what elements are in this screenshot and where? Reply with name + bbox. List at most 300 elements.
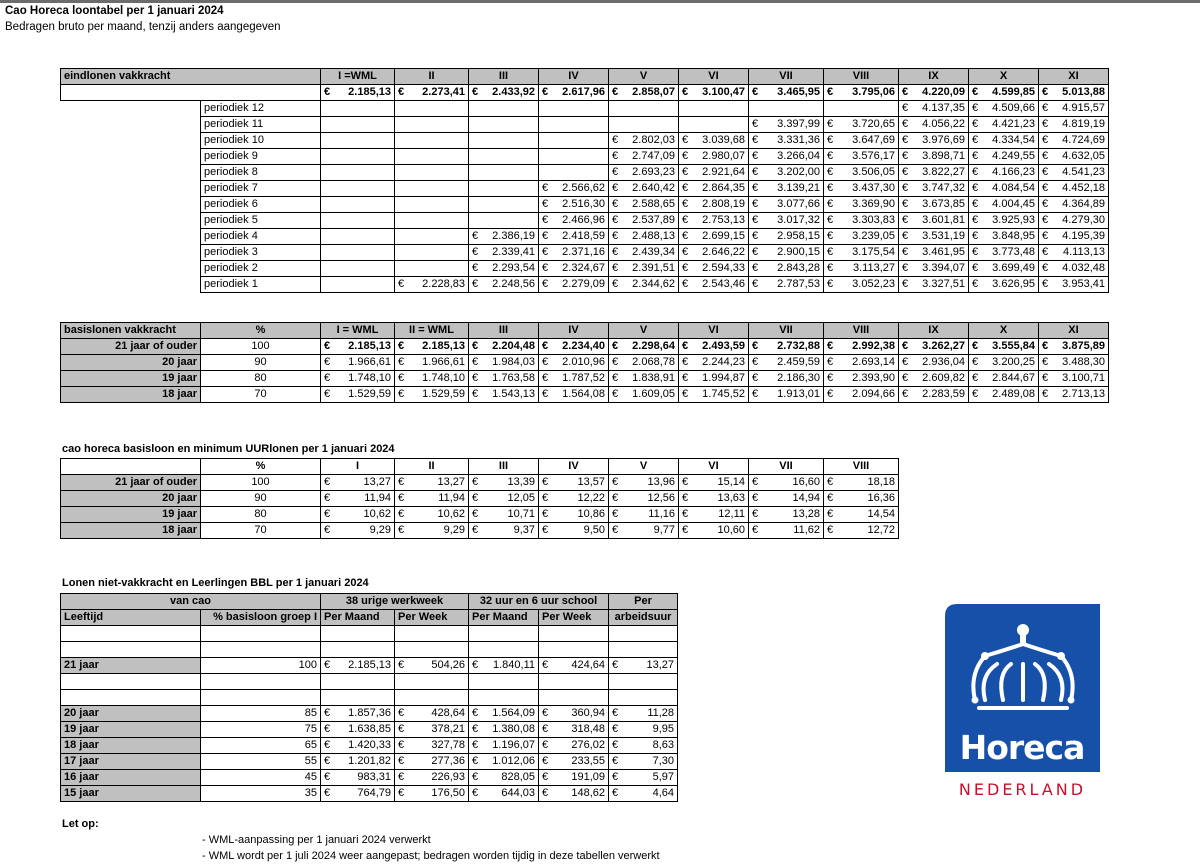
basisloon-cell bbox=[899, 355, 969, 371]
periodiek-cell bbox=[969, 213, 1039, 229]
euro-sign: € bbox=[902, 372, 909, 384]
amount: 3.953,41 bbox=[1062, 278, 1105, 290]
euro-sign: € bbox=[752, 246, 759, 258]
amount: 13,96 bbox=[647, 476, 675, 488]
euro-sign: € bbox=[612, 356, 619, 368]
blank-cell bbox=[395, 626, 469, 642]
amount: 4.195,39 bbox=[1062, 230, 1105, 242]
amount: 2.543,46 bbox=[702, 278, 745, 290]
periodiek-cell bbox=[969, 149, 1039, 165]
amount: 2.747,09 bbox=[632, 150, 675, 162]
bbl-cell bbox=[469, 722, 539, 738]
group-header: I = WML bbox=[321, 323, 395, 339]
periodiek-cell bbox=[469, 277, 539, 293]
periodiek-cell bbox=[539, 149, 609, 165]
euro-sign: € bbox=[682, 524, 689, 536]
periodiek-cell bbox=[469, 117, 539, 133]
periodiek-row bbox=[61, 213, 1109, 229]
euro-sign: € bbox=[972, 166, 979, 178]
uurloon-cell bbox=[469, 475, 539, 491]
eindloon-cell bbox=[969, 85, 1039, 101]
periodiek-cell bbox=[824, 245, 899, 261]
basisloon-cell bbox=[679, 355, 749, 371]
logo-subtitle: NEDERLAND bbox=[958, 780, 1087, 799]
amount: 276,02 bbox=[571, 739, 606, 751]
basisloon-cell bbox=[679, 387, 749, 403]
bbl-cell bbox=[469, 754, 539, 770]
periodiek-cell bbox=[824, 181, 899, 197]
age-label: 18 jaar bbox=[61, 523, 201, 539]
blank-cell bbox=[395, 642, 469, 658]
age-row bbox=[61, 770, 678, 786]
amount: 1.529,59 bbox=[422, 388, 465, 400]
amount: 3.394,07 bbox=[922, 262, 965, 274]
periodiek-label: periodiek 3 bbox=[201, 245, 321, 261]
euro-sign: € bbox=[752, 476, 759, 488]
group-header: IV bbox=[539, 323, 609, 339]
bbl-header-leeftijd: Leeftijd bbox=[61, 610, 201, 626]
amount: 9,95 bbox=[652, 723, 675, 735]
uurloon-cell bbox=[749, 491, 824, 507]
periodiek-row bbox=[61, 229, 1109, 245]
euro-sign: € bbox=[752, 356, 759, 368]
group-header: VIII bbox=[824, 69, 899, 85]
amount: 5.013,88 bbox=[1062, 86, 1105, 98]
euro-sign: € bbox=[1042, 278, 1049, 290]
blank-cell bbox=[539, 642, 609, 658]
euro-sign: € bbox=[324, 707, 331, 719]
spacer-cell bbox=[61, 229, 201, 245]
amount: 11,94 bbox=[438, 492, 465, 504]
spacer-cell bbox=[61, 261, 201, 277]
eindloon-cell bbox=[609, 85, 679, 101]
blank-cell bbox=[201, 674, 321, 690]
euro-sign: € bbox=[682, 388, 689, 400]
periodiek-cell bbox=[679, 149, 749, 165]
euro-sign: € bbox=[902, 102, 909, 114]
euro-sign: € bbox=[612, 246, 619, 258]
pct-cell: 70 bbox=[201, 523, 321, 539]
euro-sign: € bbox=[324, 771, 331, 783]
uurloon-cell bbox=[749, 523, 824, 539]
euro-sign: € bbox=[472, 262, 479, 274]
amount: 2.185,13 bbox=[348, 340, 391, 352]
amount: 3.747,32 bbox=[922, 182, 965, 194]
basisloon-cell bbox=[824, 371, 899, 387]
bbl-cell bbox=[321, 658, 395, 674]
bbl-cell bbox=[321, 786, 395, 802]
amount: 1.196,07 bbox=[492, 739, 536, 751]
periodiek-cell bbox=[749, 165, 824, 181]
amount: 18,18 bbox=[867, 476, 895, 488]
periodiek-cell bbox=[969, 165, 1039, 181]
amount: 233,55 bbox=[571, 755, 606, 767]
amount: 2.516,30 bbox=[562, 198, 605, 210]
amount: 4,64 bbox=[652, 787, 675, 799]
periodiek-cell bbox=[749, 181, 824, 197]
amount: 2.858,07 bbox=[632, 86, 675, 98]
euro-sign: € bbox=[612, 278, 619, 290]
amount: 4.056,22 bbox=[922, 118, 965, 130]
amount: 1.609,05 bbox=[632, 388, 675, 400]
periodiek-cell bbox=[749, 245, 824, 261]
euro-sign: € bbox=[752, 150, 759, 162]
amount: 3.822,27 bbox=[922, 166, 965, 178]
bbl-cell bbox=[469, 658, 539, 674]
amount: 16,60 bbox=[792, 476, 820, 488]
group-header: V bbox=[609, 323, 679, 339]
basisloon-cell bbox=[539, 355, 609, 371]
euro-sign: € bbox=[398, 372, 405, 384]
eindloon-cell bbox=[899, 85, 969, 101]
euro-sign: € bbox=[752, 508, 759, 520]
age-label: 17 jaar bbox=[61, 754, 201, 770]
age-label: 16 jaar bbox=[61, 770, 201, 786]
group-header: IV bbox=[539, 459, 609, 475]
pct-cell: 100 bbox=[201, 658, 321, 674]
bbl-cell bbox=[469, 738, 539, 754]
periodiek-cell bbox=[679, 181, 749, 197]
amount: 2.594,33 bbox=[702, 262, 745, 274]
amount: 1.966,61 bbox=[422, 356, 465, 368]
amount: 2.843,28 bbox=[777, 262, 820, 274]
amount: 2.980,07 bbox=[702, 150, 745, 162]
periodiek-cell bbox=[321, 229, 395, 245]
age-label: 21 jaar bbox=[61, 658, 201, 674]
periodiek-row bbox=[61, 101, 1109, 117]
basisloon-cell bbox=[395, 387, 469, 403]
amount: 3.976,69 bbox=[922, 134, 965, 146]
amount: 1.012,06 bbox=[492, 755, 536, 767]
euro-sign: € bbox=[542, 723, 549, 735]
periodiek-cell bbox=[321, 133, 395, 149]
age-row bbox=[61, 786, 678, 802]
amount: 3.077,66 bbox=[777, 198, 820, 210]
age-row bbox=[61, 523, 899, 539]
amount: 4.819,19 bbox=[1062, 118, 1105, 130]
amount: 4.032,48 bbox=[1062, 262, 1105, 274]
amount: 2.439,34 bbox=[632, 246, 675, 258]
euro-sign: € bbox=[972, 86, 979, 98]
euro-sign: € bbox=[972, 340, 979, 352]
amount: 3.039,68 bbox=[702, 134, 745, 146]
euro-sign: € bbox=[972, 388, 979, 400]
euro-sign: € bbox=[752, 86, 759, 98]
blank-cell bbox=[469, 690, 539, 706]
basisloon-cell bbox=[469, 339, 539, 355]
amount: 4.509,66 bbox=[992, 102, 1035, 114]
amount: 3.200,25 bbox=[992, 356, 1035, 368]
euro-sign: € bbox=[682, 182, 689, 194]
amount: 1.201,82 bbox=[348, 755, 391, 767]
euro-sign: € bbox=[472, 388, 479, 400]
periodiek-cell bbox=[899, 101, 969, 117]
euro-sign: € bbox=[1042, 388, 1049, 400]
euro-sign: € bbox=[902, 246, 909, 258]
amount: 2.808,19 bbox=[702, 198, 745, 210]
euro-sign: € bbox=[324, 755, 331, 767]
euro-sign: € bbox=[902, 340, 909, 352]
uurloon-cell bbox=[824, 523, 899, 539]
amount: 1.564,09 bbox=[492, 707, 536, 719]
group-header: VI bbox=[679, 323, 749, 339]
euro-sign: € bbox=[1042, 182, 1049, 194]
amount: 13,27 bbox=[437, 476, 465, 488]
periodiek-cell bbox=[539, 213, 609, 229]
periodiek-cell bbox=[1039, 149, 1109, 165]
group-header: VI bbox=[679, 69, 749, 85]
uurloon-cell bbox=[824, 507, 899, 523]
euro-sign: € bbox=[612, 134, 619, 146]
amount: 360,94 bbox=[571, 707, 606, 719]
logo-wordmark: Horeca bbox=[959, 728, 1085, 767]
amount: 3.327,51 bbox=[922, 278, 965, 290]
euro-sign: € bbox=[612, 476, 619, 488]
basisloon-cell bbox=[395, 355, 469, 371]
basisloon-cell bbox=[749, 355, 824, 371]
amount: 378,21 bbox=[431, 723, 466, 735]
uurloon-cell bbox=[679, 491, 749, 507]
periodiek-cell bbox=[679, 117, 749, 133]
amount: 13,27 bbox=[363, 476, 391, 488]
euro-sign: € bbox=[542, 230, 549, 242]
euro-sign: € bbox=[752, 262, 759, 274]
euro-sign: € bbox=[472, 723, 479, 735]
bbl-cell bbox=[469, 786, 539, 802]
euro-sign: € bbox=[542, 356, 549, 368]
basisloon-cell bbox=[321, 371, 395, 387]
euro-sign: € bbox=[542, 246, 549, 258]
periodiek-label: periodiek 9 bbox=[201, 149, 321, 165]
basisloon-cell bbox=[609, 339, 679, 355]
basisloon-cell bbox=[679, 339, 749, 355]
amount: 2.185,13 bbox=[348, 659, 391, 671]
periodiek-cell bbox=[609, 165, 679, 181]
pct-cell: 100 bbox=[201, 339, 321, 355]
amount: 3.576,17 bbox=[852, 150, 895, 162]
periodiek-cell bbox=[321, 197, 395, 213]
euro-sign: € bbox=[1042, 150, 1049, 162]
uurloon-cell bbox=[679, 523, 749, 539]
euro-sign: € bbox=[827, 508, 834, 520]
horeca-nederland-logo bbox=[945, 604, 1100, 804]
amount: 4.249,55 bbox=[992, 150, 1035, 162]
periodiek-cell bbox=[679, 133, 749, 149]
blank-cell bbox=[469, 674, 539, 690]
amount: 3.720,65 bbox=[852, 118, 895, 130]
periodiek-cell bbox=[679, 101, 749, 117]
amount: 11,28 bbox=[647, 707, 675, 719]
blank-cell bbox=[395, 674, 469, 690]
periodiek-cell bbox=[609, 213, 679, 229]
amount: 2.244,23 bbox=[702, 356, 745, 368]
euro-sign: € bbox=[827, 356, 834, 368]
blank-row bbox=[61, 674, 678, 690]
group-header: VII bbox=[749, 69, 824, 85]
amount: 3.647,69 bbox=[852, 134, 895, 146]
age-label: 15 jaar bbox=[61, 786, 201, 802]
euro-sign: € bbox=[902, 134, 909, 146]
periodiek-cell bbox=[321, 213, 395, 229]
euro-sign: € bbox=[612, 182, 619, 194]
periodiek-label: periodiek 1 bbox=[201, 277, 321, 293]
periodiek-cell bbox=[1039, 165, 1109, 181]
periodiek-cell bbox=[539, 229, 609, 245]
euro-sign: € bbox=[902, 214, 909, 226]
amount: 1.984,03 bbox=[492, 356, 535, 368]
euro-sign: € bbox=[398, 388, 405, 400]
euro-sign: € bbox=[472, 771, 479, 783]
group-header: II = WML bbox=[395, 323, 469, 339]
periodiek-row bbox=[61, 165, 1109, 181]
pct-cell: 35 bbox=[201, 786, 321, 802]
amount: 3.017,32 bbox=[777, 214, 820, 226]
bbl-header-per: Per bbox=[609, 594, 678, 610]
periodiek-cell bbox=[609, 149, 679, 165]
periodiek-cell bbox=[609, 245, 679, 261]
basisloon-cell bbox=[749, 387, 824, 403]
periodiek-cell bbox=[539, 133, 609, 149]
spacer-cell bbox=[61, 213, 201, 229]
euro-sign: € bbox=[472, 476, 479, 488]
amount: 2.732,88 bbox=[777, 340, 820, 352]
amount: 2.646,22 bbox=[702, 246, 745, 258]
periodiek-row bbox=[61, 261, 1109, 277]
euro-sign: € bbox=[324, 388, 331, 400]
amount: 4.541,23 bbox=[1062, 166, 1105, 178]
blank-cell bbox=[395, 690, 469, 706]
euro-sign: € bbox=[682, 492, 689, 504]
basisloon-cell bbox=[469, 355, 539, 371]
basislonen-table bbox=[60, 322, 1109, 403]
age-row bbox=[61, 507, 899, 523]
euro-sign: € bbox=[752, 524, 759, 536]
bbl-cell bbox=[321, 770, 395, 786]
euro-sign: € bbox=[542, 739, 549, 751]
group-header: XI bbox=[1039, 323, 1109, 339]
euro-sign: € bbox=[1042, 214, 1049, 226]
age-row bbox=[61, 339, 1109, 355]
amount: 3.052,23 bbox=[852, 278, 895, 290]
euro-sign: € bbox=[612, 787, 619, 799]
blank-cell bbox=[539, 674, 609, 690]
amount: 3.506,05 bbox=[852, 166, 895, 178]
amount: 2.371,16 bbox=[562, 246, 605, 258]
age-row bbox=[61, 738, 678, 754]
spacer-cell bbox=[61, 133, 201, 149]
age-label: 19 jaar bbox=[61, 722, 201, 738]
periodiek-cell bbox=[749, 213, 824, 229]
euro-sign: € bbox=[752, 492, 759, 504]
periodiek-label: periodiek 6 bbox=[201, 197, 321, 213]
blank-row bbox=[61, 626, 678, 642]
group-header: V bbox=[609, 459, 679, 475]
amount: 4.421,23 bbox=[992, 118, 1035, 130]
age-row bbox=[61, 475, 899, 491]
amount: 3.488,30 bbox=[1062, 356, 1105, 368]
periodiek-cell bbox=[899, 197, 969, 213]
amount: 4.599,85 bbox=[992, 86, 1035, 98]
euro-sign: € bbox=[398, 340, 405, 352]
amount: 4.220,09 bbox=[922, 86, 965, 98]
amount: 4.452,18 bbox=[1062, 182, 1105, 194]
amount: 9,29 bbox=[369, 524, 391, 536]
amount: 2.693,14 bbox=[852, 356, 895, 368]
periodiek-cell bbox=[395, 213, 469, 229]
periodiek-cell bbox=[609, 197, 679, 213]
group-header: III bbox=[469, 459, 539, 475]
group-header: II bbox=[395, 459, 469, 475]
periodiek-cell bbox=[469, 101, 539, 117]
amount: 2.802,03 bbox=[632, 134, 675, 146]
pct-cell: 70 bbox=[201, 387, 321, 403]
blank-cell bbox=[609, 674, 678, 690]
basisloon-cell bbox=[824, 387, 899, 403]
euro-sign: € bbox=[398, 771, 405, 783]
euro-sign: € bbox=[972, 262, 979, 274]
euro-sign: € bbox=[472, 707, 479, 719]
bbl-cell bbox=[539, 770, 609, 786]
periodiek-cell bbox=[395, 277, 469, 293]
euro-sign: € bbox=[1042, 372, 1049, 384]
euro-sign: € bbox=[612, 230, 619, 242]
amount: 1.763,58 bbox=[492, 372, 535, 384]
euro-sign: € bbox=[902, 198, 909, 210]
amount: 7,30 bbox=[652, 755, 675, 767]
basisloon-cell bbox=[899, 339, 969, 355]
age-row bbox=[61, 387, 1109, 403]
periodiek-cell bbox=[395, 133, 469, 149]
euro-sign: € bbox=[1042, 340, 1049, 352]
amount: 1.913,01 bbox=[777, 388, 820, 400]
bbl-cell bbox=[469, 770, 539, 786]
periodiek-cell bbox=[899, 149, 969, 165]
periodiek-cell bbox=[469, 213, 539, 229]
age-row bbox=[61, 371, 1109, 387]
age-row bbox=[61, 491, 899, 507]
pct-header: % bbox=[201, 323, 321, 339]
euro-sign: € bbox=[752, 118, 759, 130]
amount: 3.437,30 bbox=[852, 182, 895, 194]
euro-sign: € bbox=[827, 150, 834, 162]
euro-sign: € bbox=[752, 372, 759, 384]
amount: 2.344,62 bbox=[632, 278, 675, 290]
amount: 1.838,91 bbox=[632, 372, 675, 384]
amount: 1.420,33 bbox=[348, 739, 391, 751]
amount: 1.748,10 bbox=[348, 372, 391, 384]
pct-cell: 80 bbox=[201, 507, 321, 523]
euro-sign: € bbox=[324, 356, 331, 368]
amount: 4.724,69 bbox=[1062, 134, 1105, 146]
euro-sign: € bbox=[827, 230, 834, 242]
periodiek-cell bbox=[969, 229, 1039, 245]
bbl-header-per-maand-32: Per Maand bbox=[469, 610, 539, 626]
periodiek-cell bbox=[395, 245, 469, 261]
age-row bbox=[61, 355, 1109, 371]
amount: 10,60 bbox=[717, 524, 745, 536]
bbl-cell bbox=[395, 786, 469, 802]
group-header: IV bbox=[539, 69, 609, 85]
spacer-cell bbox=[61, 101, 201, 117]
euro-sign: € bbox=[398, 739, 405, 751]
basisloon-cell bbox=[899, 371, 969, 387]
euro-sign: € bbox=[472, 340, 479, 352]
basisloon-cell bbox=[609, 387, 679, 403]
euro-sign: € bbox=[902, 388, 909, 400]
amount: 11,62 bbox=[793, 524, 820, 536]
euro-sign: € bbox=[752, 388, 759, 400]
basisloon-cell bbox=[969, 387, 1039, 403]
